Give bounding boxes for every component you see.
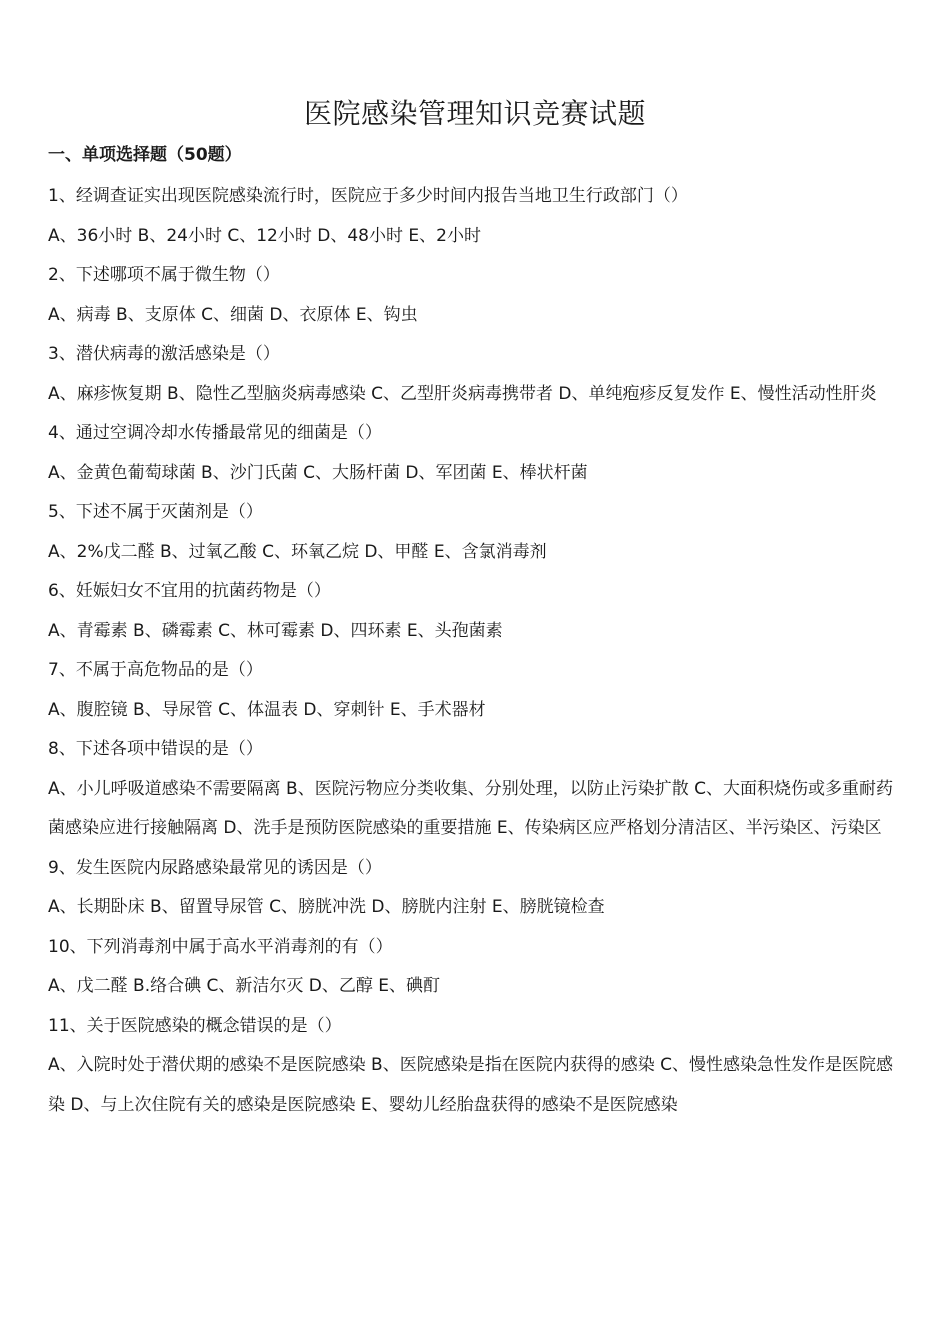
question-options: A、病毒 B、支原体 C、细菌 D、衣原体 E、钩虫: [48, 304, 418, 325]
question-text: 1、经调查证实出现医院感染流行时，医院应于多少时间内报告当地卫生行政部门（）: [48, 186, 688, 206]
question-text: 11、关于医院感染的概念错误的是（）: [48, 1015, 342, 1036]
question-options: A、金黄色葡萄球菌 B、沙门氏菌 C、大肠杆菌 D、军团菌 E、棒状杆菌: [48, 462, 588, 483]
question-text: 4、通过空调冷却水传播最常见的细菌是（）: [48, 423, 382, 443]
question-text: 10、下列消毒剂中属于高水平消毒剂的有（）: [48, 936, 393, 957]
question-options: A、麻疹恢复期 B、隐性乙型脑炎病毒感染 C、乙型肝炎病毒携带者 D、单纯疱疹反复发作 E、慢性活动性肝炎: [48, 383, 877, 404]
question-options: A、小儿呼吸道感染不需要隔离 B、医院污物应分类收集、分别处理，以防止污染扩散 C、大面积烧伤或多重耐药菌感染应进行接触隔离 D、洗手是预防医院感染的重要措施 E、传染病区应严格划分清洁区、半污染区、污染区: [48, 778, 893, 838]
question-options: A、入院时处于潜伏期的感染不是医院感染 B、医院感染是指在医院内获得的感染 C、慢性感染急性发作是医院感染 D、与上次住院有关的感染是医院感染 E、婴幼儿经胎盘获得的感染不是医院感染: [48, 1055, 893, 1115]
question-options: A、戊二醛 B.络合碘 C、新洁尔灭 D、乙醇 E、碘酊: [48, 976, 441, 996]
document-title: 医院感染管理知识竞赛试题: [303, 97, 646, 130]
question-options: A、腹腔镜 B、导尿管 C、体温表 D、穿刺针 E、手术器材: [48, 699, 486, 720]
question-options: A、2%戊二醛 B、过氧乙酸 C、环氧乙烷 D、甲醛 E、含氯消毒剂: [48, 541, 547, 562]
question-options: A、36小时 B、24小时 C、12小时 D、48小时 E、2小时: [48, 225, 481, 246]
question-options: A、青霉素 B、磷霉素 C、林可霉素 D、四环素 E、头孢菌素: [48, 620, 503, 641]
question-text: 3、潜伏病毒的激活感染是（）: [48, 344, 280, 364]
question-text: 9、发生医院内尿路感染最常见的诱因是（）: [48, 857, 382, 878]
question-text: 7、不属于高危物品的是（）: [48, 660, 263, 680]
question-text: 2、下述哪项不属于微生物（）: [48, 265, 280, 285]
question-text: 8、下述各项中错误的是（）: [48, 739, 263, 759]
question-options: A、长期卧床 B、留置导尿管 C、膀胱冲洗 D、膀胱内注射 E、膀胱镜检查: [48, 897, 605, 917]
question-list: [48, 177, 908, 1125]
question-text: 6、妊娠妇女不宜用的抗菌药物是（）: [48, 581, 331, 601]
question-text: 5、下述不属于灭菌剂是（）: [48, 502, 263, 522]
section-heading: 一、单项选择题（50题）: [48, 145, 242, 165]
